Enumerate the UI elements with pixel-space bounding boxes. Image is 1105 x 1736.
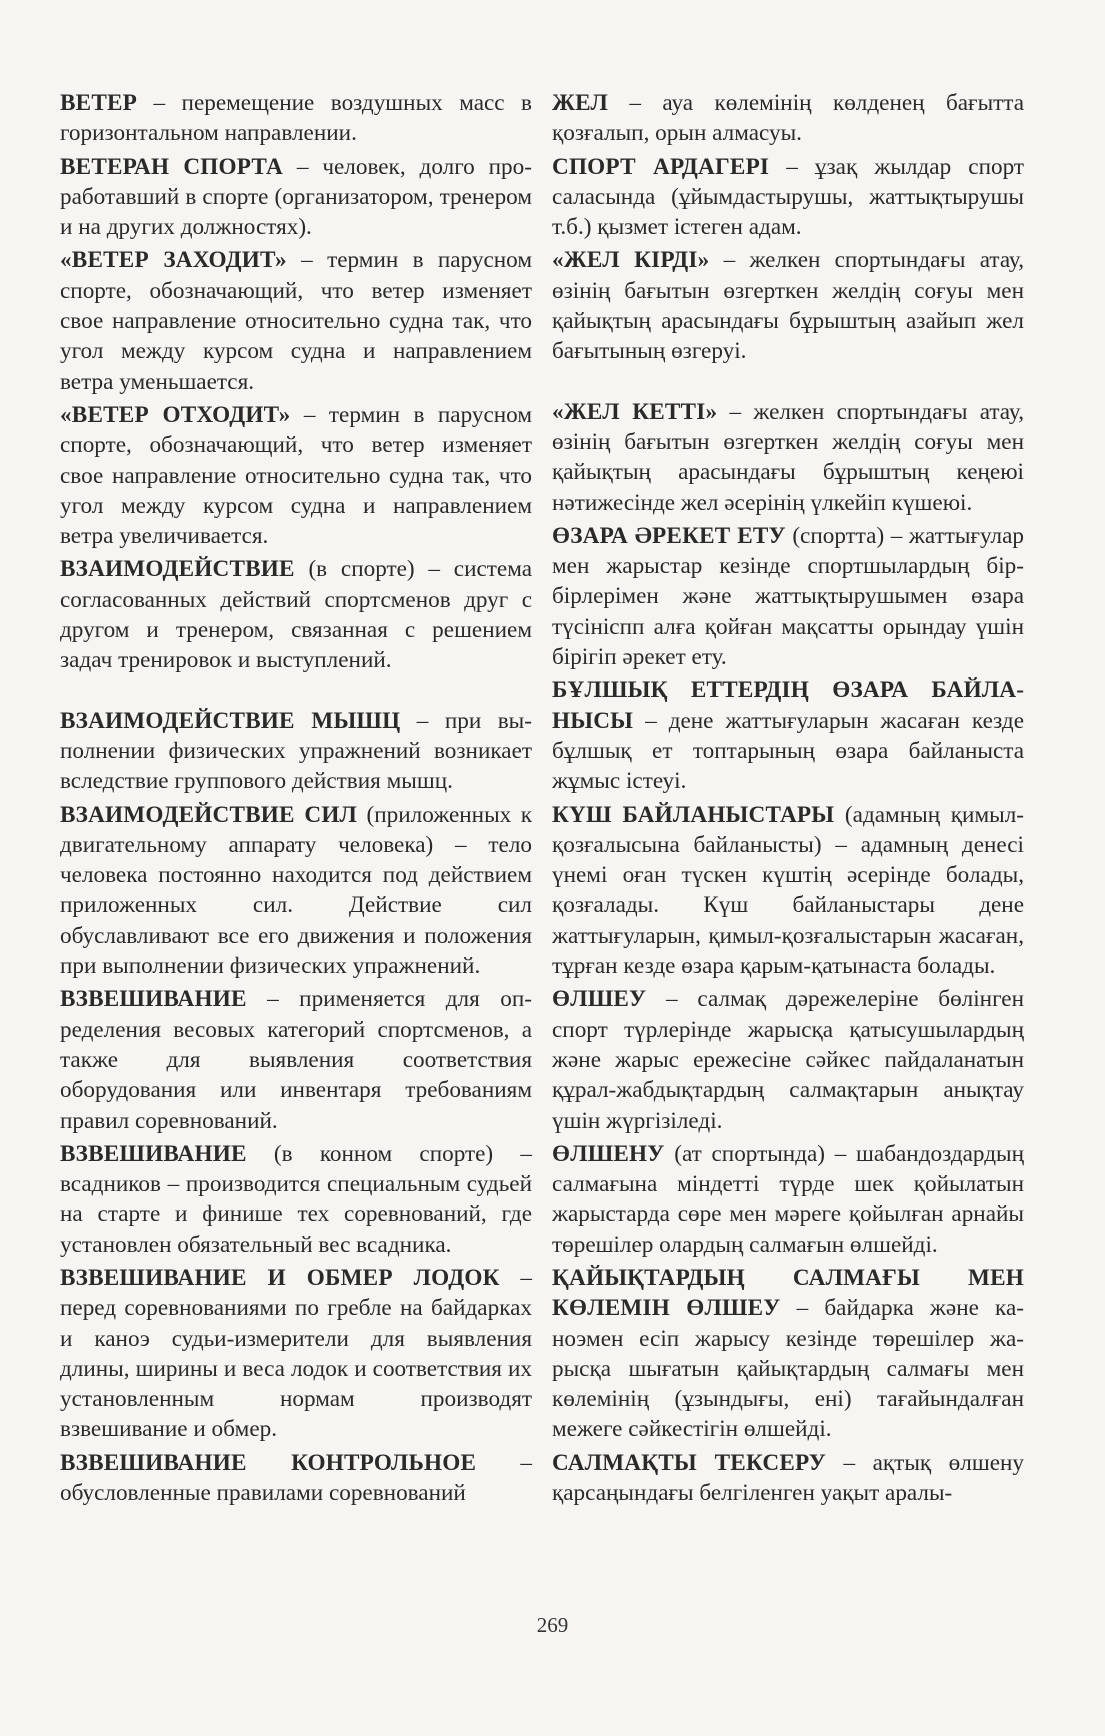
- entry: [552, 984, 1024, 1135]
- entry-term: «ЖЕЛ КЕТТІ»: [552, 398, 718, 425]
- entry-definition: – термин в парусном спорте, обозначающий, что ветер изменяет свое направление относительно судна так, что угол между курсом судна и направлением ветра увеличивается.: [60, 401, 532, 550]
- entry: [552, 521, 1024, 672]
- entry-definition: – при выполнении физических упражнений возникает вследствие группового действия мышц.: [60, 707, 532, 795]
- entry-definition: – ауа көлемінің көлденең бағытта қозғалып, орын алмасуы.: [552, 90, 1024, 147]
- entry: [552, 1263, 1024, 1445]
- entry: [60, 1263, 532, 1445]
- entry: [60, 984, 532, 1135]
- entry: [552, 397, 1024, 518]
- entry-term: ҚАЙЫҚТАРДЫҢ САЛМАҒЫ МЕН КӨЛЕМІН ӨЛШЕУ: [552, 1264, 1024, 1322]
- entry-definition: – перемещение воздушных масс в горизонтальном направлении.: [60, 90, 532, 147]
- entry-definition: – человек, долго проработавший в спорте (организатором, тренером и на других должностях).: [60, 153, 532, 241]
- entry-term: ӨЛШЕУ: [552, 986, 647, 1013]
- entry-term: БҰЛШЫҚ ЕТТЕРДІҢ ӨЗАРА БАЙЛАНЫСЫ: [552, 677, 1024, 734]
- entry-definition: – перед соревнованиями по гребле на байдарках и каноэ судьи-измерители для выявления длины, ширины и веса лодок и соответствия их установленным нормам производят взвешивание и обмер.: [60, 1264, 532, 1443]
- entry-definition: – ақтық өлшену қарсаңындағы белгіленген уақыт аралы-: [552, 1449, 1024, 1507]
- page-number: 269: [536, 1613, 569, 1637]
- entry-definition: – дене жаттығуларын жасаған кезде бұлшық ет топтарының өзара байланыста жұмыс істеуі.: [552, 707, 1024, 795]
- entry-term: ВЕТЕРАН СПОРТА: [60, 153, 283, 180]
- entry-definition: (в спорте) – система согласованных действий спортсменов друг с другом и тренером, связанная с решением задач тренировок и выступлений.: [60, 556, 532, 674]
- entry-definition: – байдарка және каноэмен есіп жарысу кезінде төрешілер жарысқа шығатын қайықтардың салмағы мен көлемінің (ұзындығы, ені) тағайындалған межеге сәйкестігін өлшейді.: [552, 1295, 1024, 1443]
- entry-term: КҮШ БАЙЛАНЫСТАРЫ: [552, 801, 835, 828]
- entry: [552, 1139, 1024, 1260]
- entry-term: ВЗАИМОДЕЙСТВИЕ: [60, 556, 295, 583]
- entry: [552, 675, 1024, 796]
- entry-term: «ВЕТЕР ЗАХОДИТ»: [60, 247, 287, 274]
- entry-definition: (спортта) – жаттығулар мен жарыстар кезінде спортшылардың бір-бірлерімен және жаттықтырушымен өзара түсініспп алға қойған мақсатты орындау үшін бірігіп әрекет ету.: [552, 522, 1024, 671]
- entry: [60, 800, 532, 982]
- entry-term: ВЕТЕР: [60, 90, 138, 116]
- entry-definition: – желкен спортындағы атау, өзінің бағытын өзгерткен желдің соғуы мен қайықтың арасындағы бұрыштың кеңеюі нәтижесінде жел әсерінің үлкейіп күшеюі.: [552, 398, 1024, 516]
- entry-term: ЖЕЛ: [552, 90, 608, 116]
- entry: [552, 152, 1024, 243]
- entry-term: ӨЛШЕНУ: [552, 1140, 665, 1167]
- entry-term: «ВЕТЕР ОТХОДИТ»: [60, 401, 291, 428]
- entry-definition: (ат спортында) – шабандоздардың салмағына міндетті түрде шек қойылатын жарыстарда сөре мен мәреге қойылған арнайы төрешілер олардың салмағын өлшейді.: [552, 1140, 1024, 1258]
- entry-term: ВЗАИМОДЕЙСТВИЕ СИЛ: [60, 801, 358, 828]
- entry-definition: – термин в парусном спорте, обозначающий, что ветер изменяет свое направление относительно судна так, что угол между курсом судна и направлением ветра уменьшается.: [60, 247, 532, 395]
- entry-term: ВЗВЕШИВАНИЕ КОНТРОЛЬНОЕ: [60, 1449, 477, 1476]
- entry-term: ВЗВЕШИВАНИЕ И ОБМЕР ЛОДОК: [60, 1264, 500, 1291]
- entry: [60, 245, 532, 396]
- entry: [60, 400, 532, 551]
- left-column-russian: [60, 88, 532, 1511]
- entry: [60, 88, 532, 149]
- entry: [60, 554, 532, 675]
- entry-definition: – желкен спортындағы атау, өзінің бағытын өзгерткен желдің соғуы мен қайықтың арасындағы бұрыштың азайып жел бағытының өзгеруі.: [552, 247, 1024, 365]
- entry-term: ВЗВЕШИВАНИЕ: [60, 1140, 247, 1167]
- entry: [60, 706, 532, 797]
- entry-definition: (в конном спорте) – всадников – производится специальным судьей на старте и финише тех соревнований, где установлен обязательный вес всадника.: [60, 1140, 532, 1258]
- entry: [60, 1139, 532, 1260]
- entry-definition: – ұзақ жылдар спорт саласында (ұйымдастырушы, жаттықтырушы т.б.) қызмет істеген адам.: [552, 153, 1024, 241]
- entry: [60, 152, 532, 243]
- entry-term: ВЗАИМОДЕЙСТВИЕ МЫШЦ: [60, 707, 401, 734]
- entry-definition: – обусловленные правилами соревнований: [60, 1449, 532, 1507]
- entry-term: ӨЗАРА ӘРЕКЕТ ЕТУ: [552, 522, 786, 549]
- entry: [60, 1448, 532, 1509]
- entry-definition: – салмақ дәрежелеріне бөлінген спорт түрлерінде жарысқа қатысушылардың және жарыс ережесіне сәйкес пайдаланатын құрал-жабдықтардың салмақтарын анықтау үшін жүргізіледі.: [552, 986, 1024, 1134]
- entry-term: ВЗВЕШИВАНИЕ: [60, 986, 247, 1013]
- entry-definition: – применяется для определения весовых категорий спортсменов, а также для выявления соответствия оборудования или инвентаря требованиям правил соревнований.: [60, 986, 532, 1134]
- entry-term: «ЖЕЛ КІРДІ»: [552, 247, 710, 274]
- entry: [552, 800, 1024, 982]
- entry-term: СПОРТ АРДАГЕРІ: [552, 153, 770, 180]
- right-column-kazakh: [552, 88, 1024, 1511]
- entry-definition: (адамның қимыл-қозғалысына байланысты) – адамның денесі үнемі оған түскен күштің әсерінде болады, қозғалады. Күш байланыстары дене жаттығуларын, қимыл-қозғалыстарын жасаған, тұрған кезде өзара қарым-қатынаста болады.: [552, 801, 1024, 980]
- entry: [552, 245, 1024, 366]
- entry-definition: (приложенных к двигательному аппарату человека) – тело человека постоянно находится под действием приложенных сил. Действие сил обуславливают все его движения и положения при выполнении физических упражнений.: [60, 801, 533, 980]
- entry-term: САЛМАҚТЫ ТЕКСЕРУ: [552, 1449, 826, 1476]
- entry: [552, 1448, 1024, 1509]
- entry: [552, 88, 1024, 149]
